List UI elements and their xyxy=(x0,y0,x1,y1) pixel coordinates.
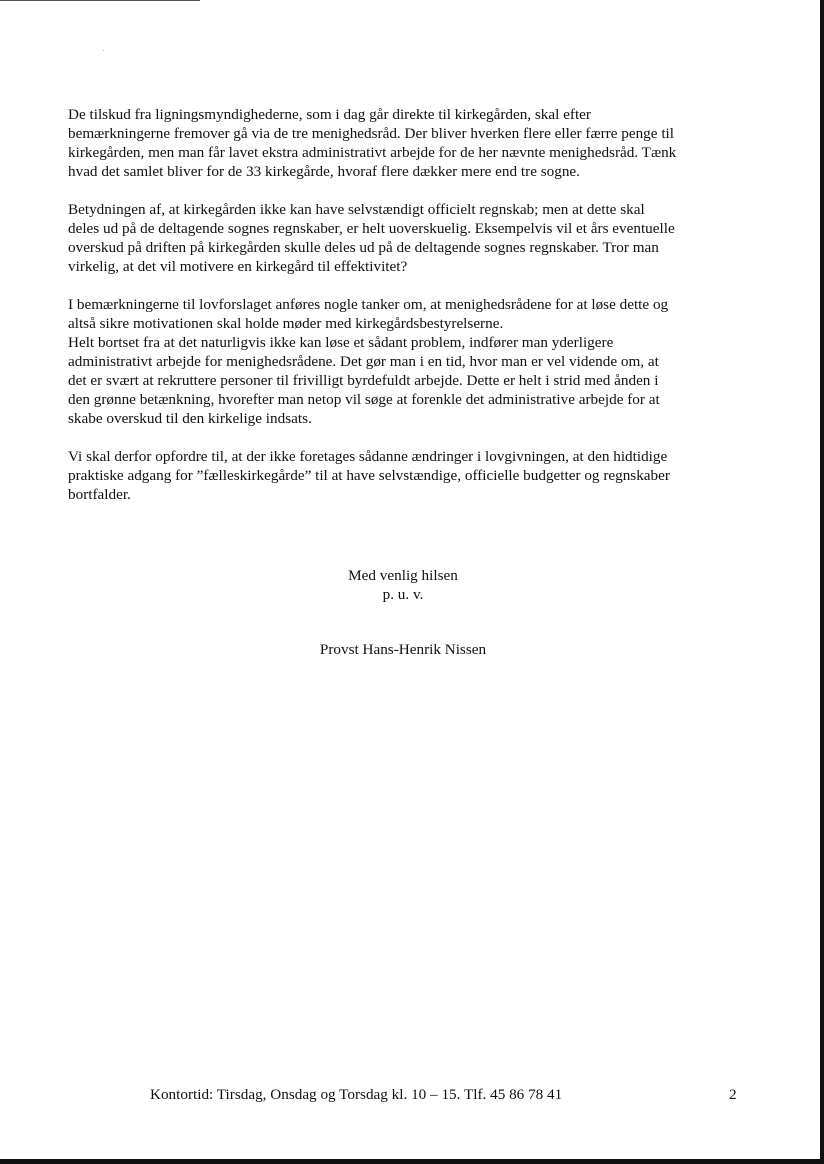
text-line: administrativt arbejde for menighedsrådene. Det gør man i en tid, hvor man er vel vidende om, at xyxy=(68,353,659,370)
paragraph-helt-bortset xyxy=(68,333,744,428)
page-number: 2 xyxy=(729,1086,737,1103)
scan-speck xyxy=(103,50,104,51)
closing-puv: p. u. v. xyxy=(382,586,424,603)
footer-office-hours: Kontortid: Tirsdag, Onsdag og Torsdag kl. 10 – 15. Tlf. 45 86 78 41 xyxy=(150,1086,563,1103)
text-line: skabe overskud til den kirkelige indsats. xyxy=(68,410,312,427)
text-line: det er svært at rekruttere personer til frivilligt byrdefuldt arbejde. Dette er helt i strid med ånden i xyxy=(68,372,659,389)
text-line: I bemærkningerne til lovforslaget anføres nogle tanker om, at menighedsrådene for at løse dette og xyxy=(68,296,669,313)
scan-top-line xyxy=(0,0,200,1)
signature-name: Provst Hans-Henrik Nissen xyxy=(319,641,487,658)
closing-greeting: Med venlig hilsen xyxy=(348,567,458,584)
scan-right-border xyxy=(820,0,824,1164)
text-line: overskud på driften på kirkegården skulle deles ud på de deltagende sognes regnskaber. Tror man xyxy=(68,239,659,256)
text-line: hvad det samlet bliver for de 33 kirkegårde, hvoraf flere dækker mere end tre sogne. xyxy=(68,163,580,180)
paragraph-bemaerkningerne xyxy=(68,295,744,333)
text-line: kirkegården, men man får lavet ekstra administrativt arbejde for de her nævnte menighedsråd. Tænk xyxy=(68,144,677,161)
scan-bottom-border xyxy=(0,1159,824,1164)
text-line: virkelig, at det vil motivere en kirkegård til effektivitet? xyxy=(68,258,408,275)
text-line: praktiske adgang for ”fælleskirkegårde” til at have selvstændige, officielle budgetter og regnskaber xyxy=(68,467,670,484)
paragraph-opfordring xyxy=(68,447,744,504)
text-line: Betydningen af, at kirkegården ikke kan have selvstændigt officielt regnskab; men at dette skal xyxy=(68,201,645,218)
text-line: Helt bortset fra at det naturligvis ikke kan løse et sådant problem, indfører man yderligere xyxy=(68,334,614,351)
text-line: altså sikre motivationen skal holde møder med kirkegårdsbestyrelserne. xyxy=(68,315,504,332)
text-line: den grønne betænkning, hvorefter man netop vil søge at forenkle det administrative arbejde for at xyxy=(68,391,660,408)
text-line: De tilskud fra ligningsmyndighederne, som i dag går direkte til kirkegården, skal efter xyxy=(68,106,591,123)
letter-body xyxy=(68,105,744,523)
text-line: deles ud på de deltagende sognes regnskaber, er helt uoverskuelig. Eksempelvis vil et års eventuelle xyxy=(68,220,675,237)
text-line: bemærkningerne fremover gå via de tre menighedsråd. Der bliver hverken flere eller færre penge til xyxy=(68,125,674,142)
paragraph-betydningen xyxy=(68,200,744,276)
text-line: bortfalder. xyxy=(68,486,131,503)
paragraph-tilskud xyxy=(68,105,744,181)
text-line: Vi skal derfor opfordre til, at der ikke foretages sådanne ændringer i lovgivningen, at den hidtidige xyxy=(68,448,668,465)
